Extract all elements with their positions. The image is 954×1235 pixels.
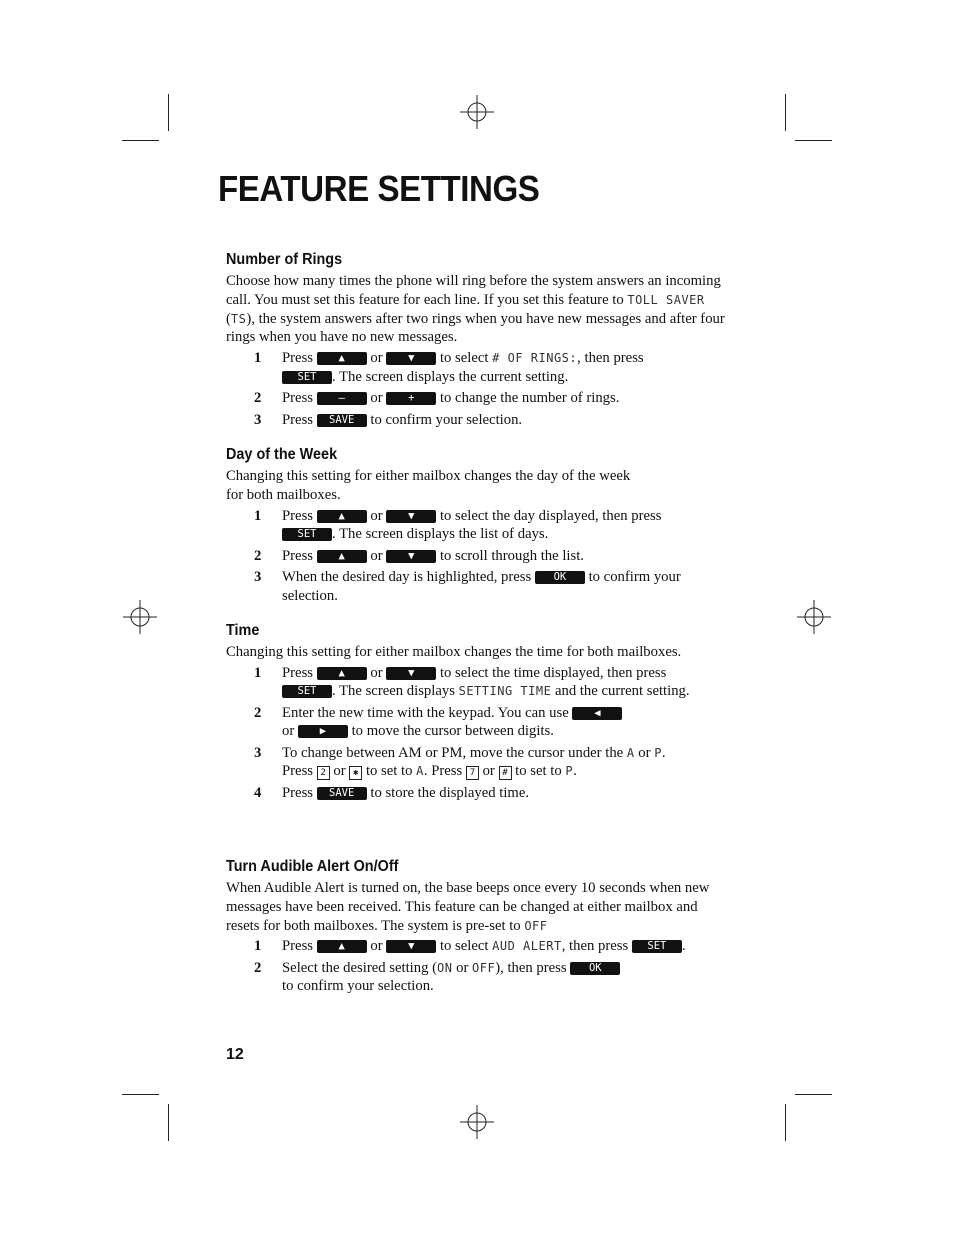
section-heading-audible-alert: Turn Audible Alert On/Off [226, 858, 399, 875]
page-number: 12 [226, 1046, 244, 1063]
crop-mark-top-left-v [168, 94, 169, 131]
lcd-text-p: P [654, 745, 662, 760]
up-arrow-key-icon: ▲ [317, 667, 367, 680]
registration-mark-bottom [460, 1105, 494, 1139]
keypad-hash-icon: # [499, 766, 512, 780]
section-heading-day-of-the-week: Day of the Week [226, 446, 338, 463]
up-arrow-key-icon: ▲ [317, 510, 367, 523]
lcd-text-a: A [416, 764, 424, 779]
section-intro-time: Changing this setting for either mailbox changes the time for both mailboxes. [226, 644, 682, 660]
crop-mark-bottom-right-v [785, 1104, 786, 1141]
step-item: 1 Press ▲ or ▼ to select the time displayed, then press SET . The screen displays SETTING TIME and the current setting. [254, 664, 690, 700]
keypad-star-icon: ✱ [349, 766, 362, 780]
crop-mark-top-left-h [122, 140, 159, 141]
steps-list-number-of-rings [226, 349, 731, 429]
ok-key-icon: OK [570, 962, 620, 975]
crop-mark-bottom-left-h [122, 1094, 159, 1095]
up-arrow-key-icon: ▲ [317, 352, 367, 365]
ok-key-icon: OK [535, 571, 585, 584]
step-item: 3 Press SAVE to confirm your selection. [254, 411, 523, 428]
step-item: 2 Select the desired setting (ON or OFF), then press OK to confirm your selection. [226, 959, 731, 996]
step-item: 3 To change between AM or PM, move the cursor under the A or P. Press 2 or ✱ to set to A. Press 7 or # to set to P. [254, 744, 666, 780]
section-intro-number-of-rings: Choose how many times the phone will ring before the system answers an incoming call. You must set this feature for each line. If you set this feature to TOLL SAVER (TS), the system answers after two rings when you have new messages and after four rings when you have no new messages. [226, 273, 725, 346]
step-item: 2 Press ▲ or ▼ to scroll through the list. [254, 547, 584, 564]
step-item: 2 Enter the new time with the keypad. You can use ◀ or ▶ to move the cursor between digits. [226, 704, 731, 741]
set-key-icon: SET [282, 685, 332, 698]
down-arrow-key-icon: ▼ [386, 550, 436, 563]
step-item: 3 When the desired day is highlighted, press OK to confirm your selection. [254, 569, 681, 604]
lcd-text-aud-alert: AUD ALERT [492, 939, 562, 954]
section-intro-day-of-the-week: Changing this setting for either mailbox changes the day of the week for both mailboxes. [226, 468, 631, 503]
lcd-text-num-rings: # OF RINGS: [492, 351, 578, 366]
lcd-text-ts: TS [230, 311, 247, 326]
step-item: 1 Press ▲ or ▼ to select # OF RINGS:, then press SET . The screen displays the current setting. [254, 350, 644, 385]
crop-mark-top-right-h [795, 140, 832, 141]
lcd-text-off: OFF [524, 918, 548, 933]
section-audible-alert [226, 858, 731, 999]
section-number-of-rings [226, 251, 731, 432]
step-item: 1 Press ▲ or ▼ to select the day displayed, then press SET . The screen displays the list of days. [254, 507, 662, 543]
save-key-icon: SAVE [317, 787, 367, 800]
crop-mark-bottom-right-h [795, 1094, 832, 1095]
set-key-icon: SET [632, 940, 682, 953]
keypad-2-icon: 2 [317, 766, 330, 780]
page-title: FEATURE SETTINGS [218, 168, 540, 209]
section-day-of-the-week [226, 446, 731, 608]
plus-key-icon: + [386, 392, 436, 405]
lcd-text-on: ON [437, 960, 453, 975]
section-heading-number-of-rings: Number of Rings [226, 251, 343, 268]
minus-key-icon: – [317, 392, 367, 405]
right-arrow-key-icon: ▶ [298, 725, 348, 738]
down-arrow-key-icon: ▼ [386, 352, 436, 365]
set-key-icon: SET [282, 528, 332, 541]
step-item: 1 Press ▲ or ▼ to select AUD ALERT, then press SET . [254, 938, 686, 955]
crop-mark-bottom-left-v [168, 1104, 169, 1141]
section-heading-time: Time [226, 622, 260, 639]
step-item: 4 Press SAVE to store the displayed time. [254, 784, 530, 801]
crop-mark-top-right-v [785, 94, 786, 131]
left-arrow-key-icon: ◀ [572, 707, 622, 720]
lcd-text-off: OFF [472, 960, 496, 975]
registration-mark-right [797, 600, 831, 634]
steps-list-day-of-the-week [226, 507, 731, 606]
steps-list-audible-alert [226, 937, 731, 996]
lcd-text-a: A [626, 745, 635, 760]
step-item: 2 Press – or + to change the number of rings. [254, 390, 620, 407]
registration-mark-left [123, 600, 157, 634]
down-arrow-key-icon: ▼ [386, 667, 436, 680]
steps-list-time [226, 664, 731, 803]
up-arrow-key-icon: ▲ [317, 940, 367, 953]
section-time [226, 622, 731, 805]
down-arrow-key-icon: ▼ [386, 940, 436, 953]
down-arrow-key-icon: ▼ [386, 510, 436, 523]
registration-mark-top [460, 95, 494, 129]
save-key-icon: SAVE [317, 414, 367, 427]
set-key-icon: SET [282, 371, 332, 384]
lcd-text-toll-saver: TOLL SAVER [627, 292, 705, 307]
up-arrow-key-icon: ▲ [317, 550, 367, 563]
lcd-text-p: P [565, 764, 574, 779]
lcd-text-setting-time: SETTING TIME [458, 684, 552, 699]
keypad-7-icon: 7 [466, 766, 479, 780]
section-intro-audible-alert: When Audible Alert is turned on, the base beeps once every 10 seconds when new messages have been received. This feature can be changed at either mailbox and resets for both mailboxes. The system is pre-set to OFF [226, 880, 710, 934]
